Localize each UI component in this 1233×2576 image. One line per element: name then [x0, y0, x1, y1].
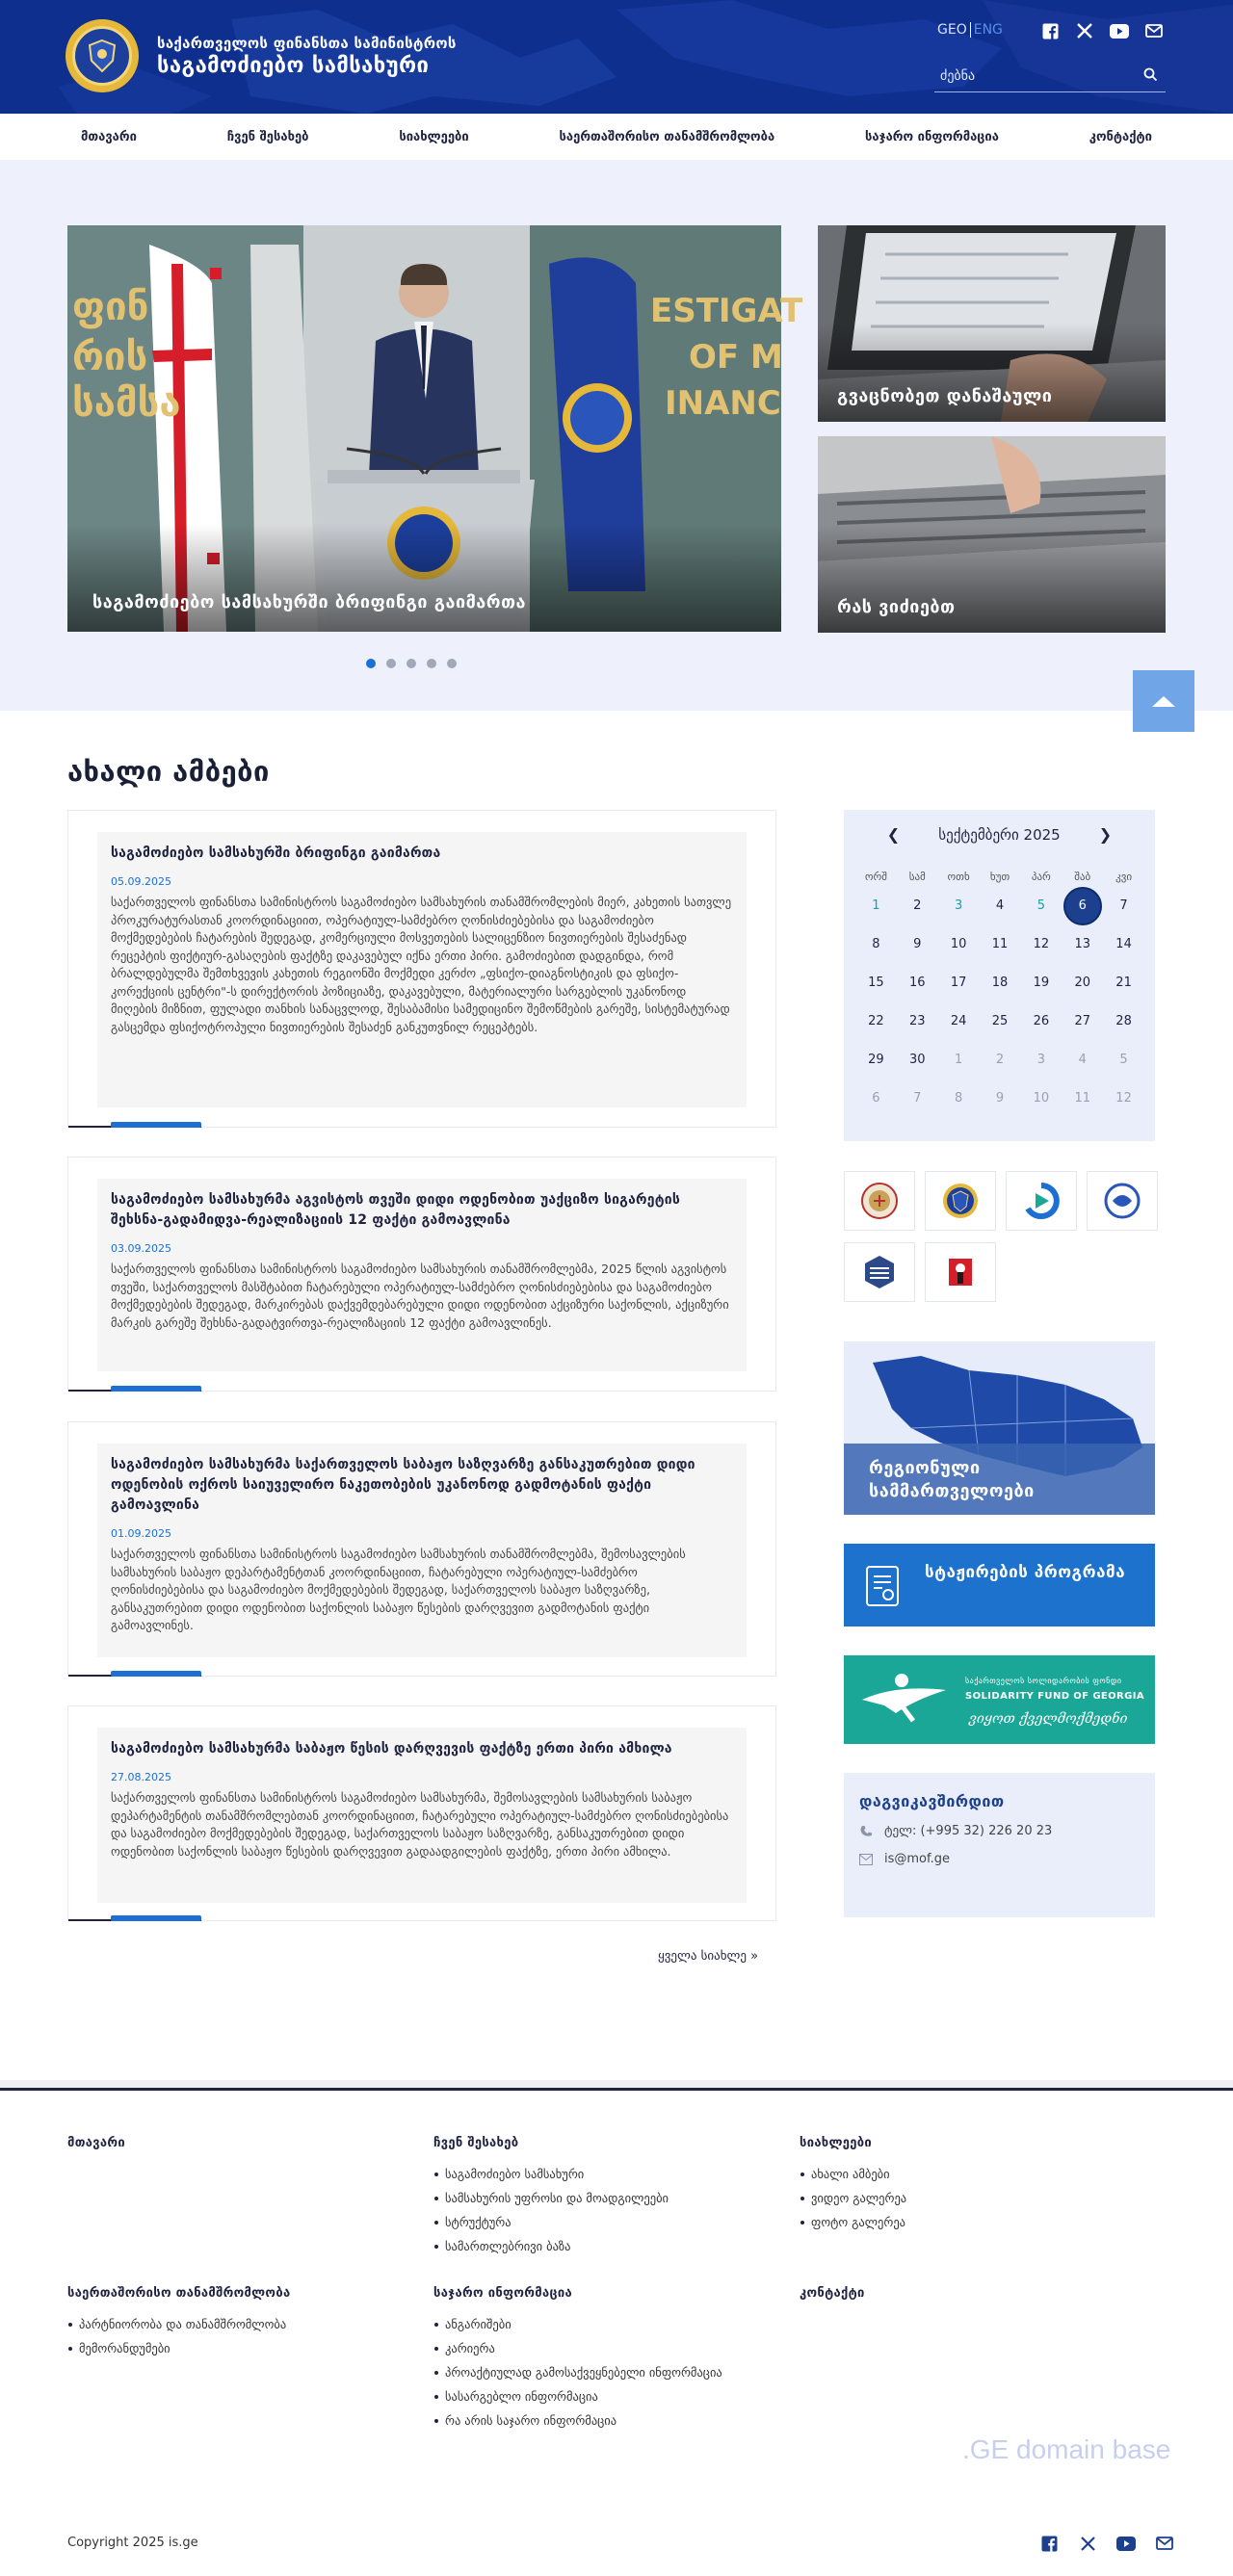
news-excerpt: საქართველოს ფინანსთა სამინისტროს საგამოძიებო სამსახურის თანამშრომლებმა, 2025 წლის აგვისტოს თვეში, საქართველოს მასშტაბით ჩატარებული ოპერატიულ-სამძებრო ღონისძიებებისა და საგამოძიებო მოქმედებების შედეგად, მარკირებას დაქვემდებარებული დიდი ოდენობით აქციზური საქონლის, აქციზური მარკის გარეშე შეხსნა-გადატვირთვა-რეალიზაციის 12 ფაქტი გამოავლინეს.	[111, 1262, 729, 1330]
calendar-day-number: 11	[1074, 1091, 1090, 1106]
calendar-day-number: 30	[909, 1053, 926, 1067]
news-date: 01.09.2025	[111, 1527, 171, 1540]
calendar-day[interactable]	[897, 887, 938, 925]
calendar-day[interactable]	[1062, 964, 1103, 1002]
calendar-day-number: 18	[991, 976, 1009, 990]
calendar-day-number: 8	[954, 1091, 963, 1106]
news-title[interactable]: საგამოძიებო სამსახურმა საბაჟო წესის დარღვევის ფაქტზე ერთი პირი ამხილა	[111, 1741, 672, 1756]
chevron-up-icon	[1150, 693, 1177, 709]
calendar-day-number: 5	[1119, 1053, 1128, 1067]
calendar-day[interactable]	[1062, 1002, 1103, 1041]
calendar-day[interactable]	[1062, 925, 1103, 964]
calendar-day[interactable]	[1020, 1002, 1062, 1041]
calendar-day[interactable]	[980, 887, 1021, 925]
footer-heading[interactable]: ჩვენ შესახებ	[433, 2136, 519, 2150]
calendar-day-number: 9	[913, 937, 922, 951]
main-slide-caption[interactable]: საგამოძიებო სამსახურში ბრიფინგი გაიმართა	[92, 592, 526, 612]
solidarity-small-text: საქართველოს სოლიდარობის ფონდი	[965, 1677, 1122, 1685]
footer-link[interactable]: ახალი ამბები	[800, 2162, 906, 2186]
main-nav	[0, 114, 1233, 160]
footer-divider	[0, 2088, 1233, 2091]
calendar-day-number: 20	[1074, 976, 1090, 990]
nav-contact[interactable]: კონტაქტი	[1089, 129, 1152, 144]
wall-text-left-1: ფინ	[72, 285, 149, 329]
calendar-day[interactable]	[938, 1041, 980, 1080]
calendar-day[interactable]	[855, 964, 897, 1002]
footer-heading[interactable]: საერთაშორისო თანამშრომლობა	[67, 2286, 291, 2301]
calendar-day-number: 3	[954, 898, 963, 913]
language-switcher	[937, 22, 1003, 38]
calendar-day[interactable]	[1062, 1041, 1103, 1080]
calendar-day-number: 14	[1115, 937, 1132, 951]
calendar-day-number: 2	[913, 898, 922, 913]
calendar-day-number: 15	[868, 976, 884, 990]
footer-column-international	[67, 2286, 290, 2360]
slider-dot[interactable]	[427, 659, 436, 668]
calendar-day-number: 12	[1115, 1091, 1132, 1106]
all-news-link[interactable]	[658, 1949, 758, 1964]
footer-link[interactable]: პროაქტიულად გამოსაქვეყნებელი ინფორმაცია	[433, 2360, 722, 2384]
news-title[interactable]: საგამოძიებო სამსახურში ბრიფინგი გაიმართა	[111, 846, 441, 861]
wall-text-left-2: რის	[72, 335, 148, 379]
footer-link[interactable]: საგამოძიებო სამსახური	[433, 2162, 669, 2186]
lang-eng[interactable]: ENG	[973, 22, 1003, 38]
footer-link[interactable]: რა არის საჯარო ინფორმაცია	[433, 2408, 722, 2433]
footer-link[interactable]: პარტნიორობა და თანამშრომლობა	[67, 2312, 290, 2336]
calendar-day-number: 7	[913, 1091, 922, 1106]
calendar-day[interactable]	[980, 1080, 1021, 1118]
calendar-day[interactable]	[855, 887, 897, 925]
hero-section	[0, 160, 1233, 711]
chevron-right-icon[interactable]: ❯	[1098, 825, 1113, 844]
news-card-underline	[68, 1919, 201, 1921]
main-slide[interactable]	[67, 225, 803, 632]
calendar-day[interactable]	[980, 925, 1021, 964]
partner-arc-icon	[1022, 1182, 1061, 1220]
org-line-2: საგამოძიებო სამსახური	[157, 54, 430, 78]
calendar-day-number: 6	[1063, 887, 1102, 925]
phone-icon	[859, 1825, 873, 1838]
calendar-day[interactable]	[897, 1080, 938, 1118]
partner-logo[interactable]	[844, 1171, 915, 1231]
calendar-day-selected[interactable]	[1062, 887, 1103, 925]
footer-column-contact	[800, 2286, 865, 2312]
footer-link[interactable]: ფოტო გალერეა	[800, 2210, 906, 2234]
slider-dot[interactable]	[366, 659, 376, 668]
calendar-day[interactable]	[1020, 964, 1062, 1002]
calendar-day-number: 1	[954, 1053, 963, 1067]
logo-seal[interactable]	[66, 19, 139, 92]
social-links-top	[1040, 21, 1164, 40]
calendar-day-number: 5	[1036, 898, 1045, 913]
briefing-photo	[67, 225, 803, 632]
side-card-what-we-investigate[interactable]	[818, 436, 1166, 633]
calendar-weekday: ხუთ	[989, 871, 1010, 883]
calendar-day-number: 7	[1119, 898, 1128, 913]
calendar-day-number: 10	[1033, 1091, 1050, 1106]
calendar-day-number: 29	[868, 1053, 884, 1067]
calendar-day[interactable]	[938, 964, 980, 1002]
calendar-day[interactable]	[1020, 925, 1062, 964]
calendar-day-number: 16	[909, 976, 926, 990]
calendar-day-number: 8	[872, 937, 880, 951]
footer-link[interactable]: კარიერა	[433, 2336, 722, 2360]
calendar-weekday: კვი	[1115, 871, 1133, 883]
search-input[interactable]	[934, 62, 1127, 91]
calendar-day-number: 25	[991, 1014, 1009, 1028]
site-title[interactable]	[157, 35, 457, 78]
youtube-icon[interactable]	[1110, 21, 1129, 40]
footer-link[interactable]: სტრუქტურა	[433, 2210, 669, 2234]
partner-shield-icon	[941, 1182, 980, 1220]
wall-text-right-3: INANC	[665, 384, 781, 423]
calendar-day-number: 6	[872, 1091, 880, 1106]
news-date: 03.09.2025	[111, 1242, 171, 1255]
calendar-day[interactable]	[897, 925, 938, 964]
envelope-icon	[859, 1854, 873, 1865]
wall-text-right-1: ESTIGAT	[650, 292, 803, 330]
calendar-day-number: 21	[1115, 976, 1132, 990]
calendar-day-number: 23	[909, 1014, 926, 1028]
partner-hexagon-icon	[860, 1253, 899, 1291]
footer-link[interactable]: ვიდეო გალერეა	[800, 2186, 906, 2210]
news-date: 27.08.2025	[111, 1771, 171, 1783]
regional-offices-banner[interactable]	[844, 1341, 1155, 1515]
calendar-day-number: 22	[868, 1014, 884, 1028]
footer-link[interactable]: სამართლებრივი ბაზა	[433, 2234, 669, 2258]
calendar-day-number: 17	[950, 976, 967, 990]
regional-offices-label: რეგიონული სამმართველოები	[844, 1444, 1155, 1515]
footer-column-home	[67, 2136, 125, 2162]
calendar-weekday: ორშ	[864, 871, 887, 883]
x-twitter-icon[interactable]	[1075, 21, 1094, 40]
scroll-to-top-button[interactable]	[1133, 670, 1194, 732]
calendar-day[interactable]	[1103, 1041, 1144, 1080]
domain-base-logo[interactable]: .GE domain base	[962, 2434, 1171, 2464]
calendar-day-number: 2	[995, 1053, 1005, 1067]
lang-geo[interactable]: GEO	[937, 22, 967, 38]
contact-phone-row	[859, 1824, 1140, 1838]
internship-banner[interactable]	[844, 1544, 1155, 1626]
news-title[interactable]: საგამოძიებო სამსახურმა აგვისტოს თვეში დიდი ოდენობით უაქციზო სიგარეტის შეხსნა-გადამიდვა-რეალიზაციის 12 ფაქტი გამოავლინა	[111, 1192, 680, 1228]
calendar-day[interactable]	[897, 1002, 938, 1041]
youtube-icon[interactable]	[1116, 2534, 1136, 2553]
calendar-day[interactable]	[938, 1002, 980, 1041]
email-icon[interactable]	[1144, 21, 1164, 40]
calendar-day-number: 4	[1078, 1053, 1087, 1067]
calendar-day[interactable]	[938, 925, 980, 964]
chevron-left-icon[interactable]: ❮	[886, 825, 901, 844]
footer-shade	[0, 2080, 1233, 2088]
side-card-report-crime[interactable]	[818, 225, 1166, 422]
events-calendar	[844, 810, 1155, 1141]
partner-logo[interactable]	[1006, 1171, 1077, 1231]
news-card-underline	[68, 1675, 201, 1677]
calendar-day-number: 13	[1074, 937, 1090, 951]
wall-text-right-2: OF M	[689, 338, 783, 377]
calendar-day-number: 11	[991, 937, 1009, 951]
certificate-icon	[863, 1565, 902, 1607]
solidarity-script: ვიყოთ ქველმოქმედნი	[969, 1711, 1128, 1727]
nav-international[interactable]: საერთაშორისო თანამშრომლობა	[559, 129, 775, 144]
calendar-month: სექტემბერი 2025	[938, 825, 1061, 844]
social-links-bottom	[1039, 2534, 1174, 2553]
footer-column-news	[800, 2136, 906, 2234]
news-excerpt: საქართველოს ფინანსთა სამინისტროს საგამოძიებო სამსახურის თანამშრომლების მიერ, კახეთის სათვლე პროკურატურასთან კოორდინაციით, ოპერატიულ-სამძებრო ღონისძიებებისა და საგამოძიებო მოქმედებების ჩატარების შედეგად, კომერციული მოსვეთების სალიცენზიო ნივთიერების შესაძენად რეცეპტის ფიქტიურ-გასაღების ფაქტზე დაკავებულ იქნა ერთი პირი. გამოძიებით დადგინდა, რომ ბრალდებულმა შემთხვევის კახეთის რეგიონში მოქმედი კერძო „ფსიქო-დიაგნოსტიკის და ფსიქო-კორექციის ცენტრი"-ს დირექტორის პოზიციაზე, დაკავებული, მატერიალური სარგებლის უკანონოდ მიღების მიზნით, ფულადი თანხის სანაცვლოდ, შესაბამისი სამედიცინო შემოწმების გარეშე, სისტემატურად გასცემდა ფსიქოტროპული ნივთიერების შესაძენ განკუთვნილ რეცეპტებს.	[111, 895, 732, 1034]
footer-heading[interactable]: კონტაქტი	[800, 2286, 865, 2301]
partner-emblem-icon	[941, 1253, 980, 1291]
calendar-weekday: სამ	[908, 871, 926, 883]
calendar-day[interactable]	[1103, 887, 1144, 925]
footer-heading[interactable]: მთავარი	[67, 2136, 126, 2150]
lang-divider	[970, 22, 971, 38]
calendar-day-number: 24	[950, 1014, 967, 1028]
nav-public-info[interactable]: საჯარო ინფორმაცია	[865, 129, 999, 144]
calendar-day[interactable]	[938, 887, 980, 925]
partner-logo[interactable]	[925, 1242, 996, 1302]
nav-home[interactable]: მთავარი	[81, 129, 137, 144]
calendar-day[interactable]	[855, 925, 897, 964]
calendar-day-number: 1	[872, 898, 880, 913]
internship-label: სტაჟირების პროგრამა	[925, 1563, 1126, 1582]
facebook-icon[interactable]	[1040, 21, 1060, 40]
side-card-caption: გვაცნობეთ დანაშაული	[837, 386, 1053, 406]
contact-email[interactable]: is@mof.ge	[884, 1852, 951, 1866]
wall-text-left-3: სამსა	[72, 381, 181, 426]
calendar-day[interactable]	[1020, 1080, 1062, 1118]
calendar-grid	[855, 868, 1144, 1118]
partner-logo[interactable]	[844, 1242, 915, 1302]
news-card-underline	[68, 1390, 201, 1392]
calendar-day-number: 9	[995, 1091, 1005, 1106]
partner-ring-icon	[1103, 1182, 1141, 1220]
email-icon[interactable]	[1155, 2534, 1174, 2553]
calendar-day[interactable]	[980, 1002, 1021, 1041]
calendar-day[interactable]	[1103, 1080, 1144, 1118]
news-card[interactable]	[67, 1421, 776, 1677]
news-card[interactable]	[67, 810, 776, 1128]
footer-link[interactable]: სამსახურის უფროსი და მოადგილეები	[433, 2186, 669, 2210]
facebook-icon[interactable]	[1039, 2534, 1059, 2553]
news-card[interactable]	[67, 1157, 776, 1392]
contact-title: დაგვიკავშირდით	[859, 1792, 1005, 1810]
footer-link[interactable]: მემორანდუმები	[67, 2336, 290, 2360]
calendar-day[interactable]	[1103, 925, 1144, 964]
calendar-day-number: 3	[1036, 1053, 1045, 1067]
nav-about[interactable]: ჩვენ შესახებ	[226, 129, 309, 144]
calendar-day[interactable]	[855, 1002, 897, 1041]
partner-seal-icon	[860, 1182, 899, 1220]
calendar-day-number: 19	[1033, 976, 1050, 990]
search-box	[934, 62, 1166, 92]
calendar-day[interactable]	[938, 1080, 980, 1118]
side-card-caption: რას ვიძიებთ	[837, 597, 956, 617]
calendar-day[interactable]	[1020, 887, 1062, 925]
footer-column-about	[433, 2136, 669, 2258]
calendar-day[interactable]	[855, 1041, 897, 1080]
calendar-day[interactable]	[980, 1041, 1021, 1080]
calendar-day-number: 10	[950, 937, 967, 951]
news-card-underline	[68, 1126, 201, 1128]
calendar-day[interactable]	[1062, 1080, 1103, 1118]
shield-icon	[88, 39, 117, 72]
calendar-day-number: 4	[995, 898, 1005, 913]
footer-heading[interactable]: სიახლეები	[800, 2136, 873, 2150]
solidarity-fund-banner[interactable]	[844, 1655, 1155, 1744]
slider-dot[interactable]	[447, 659, 457, 668]
search-icon[interactable]	[1143, 67, 1158, 86]
news-date: 05.09.2025	[111, 875, 171, 888]
footer-heading[interactable]: საჯარო ინფორმაცია	[433, 2286, 572, 2301]
contact-box	[844, 1773, 1155, 1917]
calendar-day[interactable]	[897, 964, 938, 1002]
copyright-text: Copyright 2025 is.ge	[67, 2536, 198, 2550]
calendar-weekday: პარ	[1031, 871, 1051, 883]
calendar-weekday: შაბ	[1074, 871, 1091, 883]
calendar-weekday: ოთხ	[947, 871, 970, 883]
calendar-day-number: 28	[1115, 1014, 1132, 1028]
slider-dot[interactable]	[386, 659, 396, 668]
news-card[interactable]	[67, 1705, 776, 1921]
footer-link[interactable]: ანგარიშები	[433, 2312, 722, 2336]
nav-news[interactable]: სიახლეები	[399, 129, 469, 144]
slider-dot[interactable]	[407, 659, 416, 668]
partner-logo[interactable]	[1087, 1171, 1158, 1231]
calendar-day-number: 27	[1074, 1014, 1090, 1028]
footer-link[interactable]: სასარგებლო ინფორმაცია	[433, 2384, 722, 2408]
calendar-day-number: 26	[1033, 1014, 1050, 1028]
partner-logo[interactable]	[925, 1171, 996, 1231]
calendar-day[interactable]	[980, 964, 1021, 1002]
solidarity-title: SOLIDARITY FUND OF GEORGIA	[965, 1691, 1145, 1702]
contact-email-row	[859, 1852, 1140, 1866]
contact-phone[interactable]: ტელ: (+995 32) 226 20 23	[884, 1824, 1053, 1838]
calendar-day[interactable]	[1103, 1002, 1144, 1041]
calendar-day[interactable]	[897, 1041, 938, 1080]
calendar-day[interactable]	[855, 1080, 897, 1118]
news-section-title: ახალი ამბები	[67, 755, 270, 788]
double-chevron-right-icon: »	[750, 1949, 759, 1964]
calendar-day[interactable]	[1103, 964, 1144, 1002]
calendar-day-number: 12	[1033, 937, 1050, 951]
org-line-1: საქართველოს ფინანსთა სამინისტროს	[157, 35, 457, 52]
solidarity-figure-icon	[857, 1671, 954, 1725]
news-title[interactable]: საგამოძიებო სამსახურმა საქართველოს საბაჟო საზღვარზე განსაკუთრებით დიდი ოდენობის ოქროს საიუველირო ნაკეთობების უკანონოდ გადმოტანის ფაქტი გამოავლინა	[111, 1457, 695, 1513]
site-header	[0, 0, 1233, 114]
slider-dots	[366, 659, 457, 668]
calendar-day[interactable]	[1020, 1041, 1062, 1080]
footer-column-public-info	[433, 2286, 722, 2433]
x-twitter-icon[interactable]	[1078, 2534, 1097, 2553]
news-excerpt: საქართველოს ფინანსთა სამინისტროს საგამოძიებო სამსახურმა, შემოსავლების სამსახურის საბაჟო დეპარტამენტის თანამშრომლებთან კოორდინაციით, ჩატარებული ოპერატიულ-სამძებრო ღონისძიებებისა და საგამოძიებო მოქმედებების შედეგად, საქართველოს საბაჟო საზღვარზე, განსაკუთრებით დიდი ოდენობით საქონლის საბაჟო წესების დარღვევით გადაადგილების ფაქტზე, ერთი პირი ამხილა.	[111, 1790, 729, 1859]
all-news-label: ყველა სიახლე	[658, 1949, 747, 1964]
news-excerpt: საქართველოს ფინანსთა სამინისტროს საგამოძიებო სამსახურის თანამშრომლებმა, შემოსავლების სამსახურის საბაჟო დეპარტამენტთან კოორდინაციით, ჩატარებული ოპერატიულ-სამძებრო ღონისძიებებისა და საგამოძიებო მოქმედებების შედეგად, საქართველოს საბაჟო საზღვარზე, განსაკუთრებით დიდი ოდენობით საქონლის საბაჟო წესების დარღვევით გადმოტანის ფაქტი გამოავლინეს.	[111, 1547, 686, 1632]
